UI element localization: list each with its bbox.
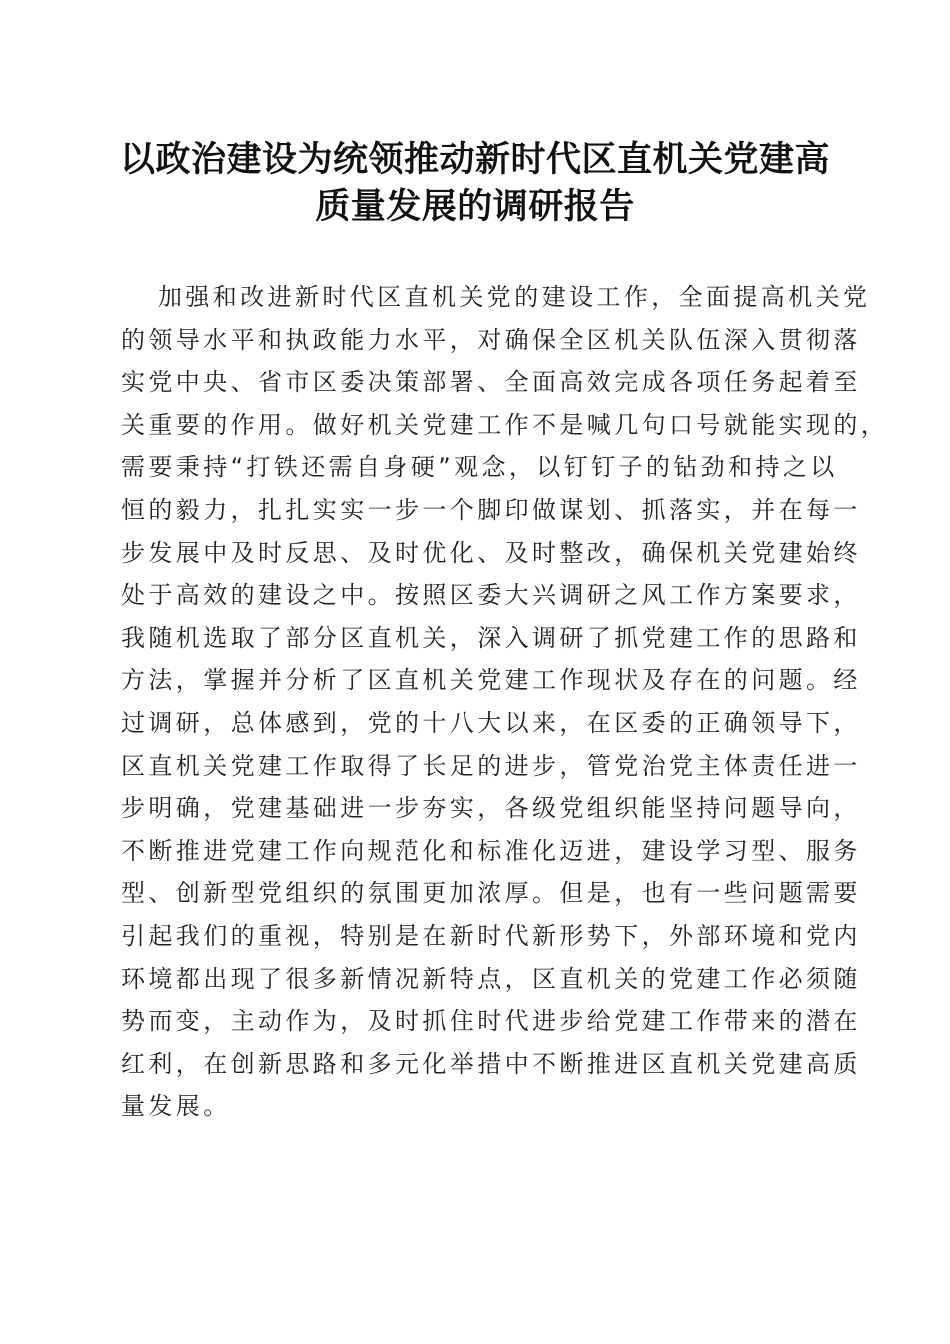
paragraph-line: 势而变，主动作为，及时抓住时代进步给党建工作带来的潜在 — [121, 1007, 861, 1036]
paragraph-line: 处于高效的建设之中。按照区委大兴调研之风工作方案要求， — [121, 581, 861, 610]
paragraph-line: 不断推进党建工作向规范化和标准化迈进，建设学习型、服务 — [121, 836, 861, 865]
paragraph-line: 环境都出现了很多新情况新特点，区直机关的党建工作必须随 — [121, 964, 861, 993]
paragraph-line: 步明确，党建基础进一步夯实，各级党组织能坚持问题导向， — [121, 794, 861, 823]
body-paragraph — [121, 276, 889, 1128]
paragraph-line: 实党中央、省市区委决策部署、全面高效完成各项任务起着至 — [121, 368, 861, 397]
paragraph-line: 引起我们的重视，特别是在新时代新形势下，外部环境和党内 — [121, 921, 861, 950]
paragraph-line: 型、创新型党组织的氛围更加浓厚。但是，也有一些问题需要 — [121, 879, 861, 908]
paragraph-line: 区直机关党建工作取得了长足的进步，管党治党主体责任进一 — [121, 751, 861, 780]
paragraph-line: 加强和改进新时代区直机关党的建设工作，全面提高机关党 — [158, 283, 871, 311]
paragraph-line: 方法，掌握并分析了区直机关党建工作现状及存在的问题。经 — [121, 666, 861, 695]
paragraph-line: 过调研，总体感到，党的十八大以来，在区委的正确领导下， — [121, 708, 861, 737]
paragraph-line: 需要秉持“打铁还需自身硬”观念，以钉钉子的钻劲和持之以 — [121, 453, 838, 482]
title-line: 质量发展的调研报告 — [315, 186, 635, 227]
paragraph-line: 红利，在创新思路和多元化举措中不断推进区直机关党建高质 — [121, 1049, 861, 1078]
title-line: 以政治建设为统领推动新时代区直机关党建高 — [119, 139, 830, 180]
paragraph-line: 步发展中及时反思、及时优化、及时整改，确保机关党建始终 — [121, 538, 861, 567]
paragraph-line: 关重要的作用。做好机关党建工作不是喊几句口号就能实现的， — [121, 410, 889, 439]
paragraph-line: 恒的毅力，扎扎实实一步一个脚印做谋划、抓落实，并在每一 — [121, 495, 861, 524]
paragraph-line: 量发展。 — [121, 1092, 231, 1121]
paragraph-line: 我随机选取了部分区直机关，深入调研了抓党建工作的思路和 — [121, 623, 861, 652]
document-title — [110, 136, 840, 230]
paragraph-line: 的领导水平和执政能力水平，对确保全区机关队伍深入贯彻落 — [121, 325, 861, 354]
